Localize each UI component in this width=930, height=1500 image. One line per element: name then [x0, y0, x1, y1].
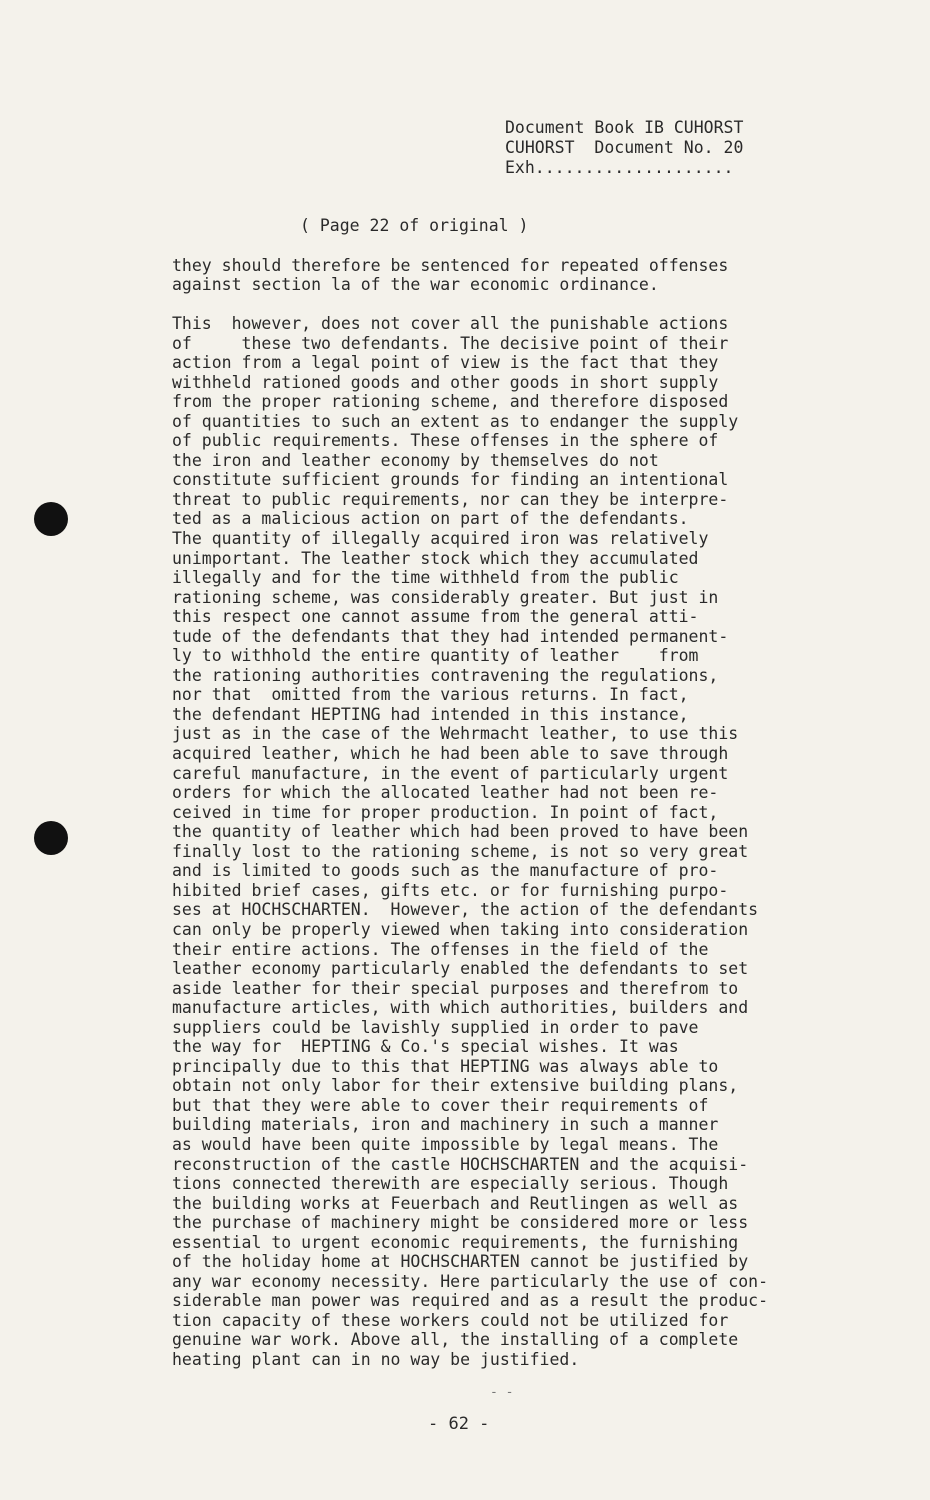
lead-line: against section la of the war economic ordinance. — [172, 275, 659, 294]
text-line: and is limited to goods such as the manufacture of pro- — [172, 861, 719, 881]
text-line: just as in the case of the Wehrmacht leather, to use this — [172, 724, 739, 744]
text-line: illegally and for the time withheld from the public — [172, 568, 679, 588]
text-line: tude of the defendants that they had intended permanent- — [172, 626, 729, 646]
text-line: orders for which the allocated leather had not been re- — [172, 783, 719, 803]
text-line: but that they were able to cover their requirements of — [172, 1095, 709, 1115]
text-line: the purchase of machinery might be considered more or less — [172, 1213, 749, 1233]
text-line: can only be properly viewed when taking into consideration — [172, 919, 749, 939]
text-line: leather economy particularly enabled the defendants to set — [172, 959, 749, 979]
text-line: of public requirements. These offenses in the sphere of — [172, 431, 719, 451]
text-line: hibited brief cases, gifts etc. or for furnishing purpo- — [172, 880, 729, 900]
text-line: genuine war work. Above all, the installing of a complete — [172, 1330, 739, 1350]
text-line: as would have been quite impossible by legal means. The — [172, 1134, 719, 1154]
text-line: their entire actions. The offenses in the field of the — [172, 939, 709, 959]
text-line: ceived in time for proper production. In point of fact, — [172, 802, 719, 822]
text-line: the quantity of leather which had been proved to have been — [172, 822, 749, 842]
text-line: building materials, iron and machinery in such a manner — [172, 1115, 719, 1135]
text-line: principally due to this that HEPTING was always able to — [172, 1056, 719, 1076]
text-line: threat to public requirements, nor can they be interpre- — [172, 489, 729, 509]
text-line: acquired leather, which he had been able to save through — [172, 744, 729, 764]
text-line: This however, does not cover all the punishable actions — [172, 314, 729, 333]
lead-paragraph — [172, 256, 728, 294]
text-line: the building works at Feuerbach and Reutlingen as well as — [172, 1193, 739, 1213]
text-line: unimportant. The leather stock which they accumulated — [172, 548, 699, 568]
header-line-1: Document Book IB CUHORST — [505, 118, 744, 137]
main-paragraph — [172, 314, 768, 1370]
text-line: suppliers could be lavishly supplied in order to pave — [172, 1017, 699, 1037]
text-line: ses at HOCHSCHARTEN. However, the action of the defendants — [172, 900, 759, 920]
text-line: of these two defendants. The decisive point of their — [172, 333, 729, 353]
page-reference: ( Page 22 of original ) — [300, 216, 529, 235]
text-line: ted as a malicious action on part of the defendants. — [172, 509, 689, 529]
text-line: this respect one cannot assume from the general atti- — [172, 607, 699, 627]
text-line: the way for HEPTING & Co.'s special wishes. It was — [172, 1037, 679, 1057]
text-line: rationing scheme, was considerably greater. But just in — [172, 587, 719, 607]
text-line: the defendant HEPTING had intended in this instance, — [172, 704, 689, 724]
header-line-2: CUHORST Document No. 20 — [505, 138, 744, 157]
text-line: careful manufacture, in the event of particularly urgent — [172, 763, 729, 783]
header-line-3: Exh.................... — [505, 158, 734, 177]
punch-hole-top — [34, 502, 68, 536]
text-line: tion capacity of these workers could not be utilized for — [172, 1310, 729, 1330]
text-line: essential to urgent economic requirements, the furnishing — [172, 1232, 739, 1252]
text-line: any war economy necessity. Here particularly the use of con- — [172, 1271, 769, 1291]
text-line: withheld rationed goods and other goods in short supply — [172, 372, 719, 392]
text-line: tions connected therewith are especially serious. Though — [172, 1174, 729, 1194]
text-line: The quantity of illegally acquired iron was relatively — [172, 529, 709, 549]
text-line: manufacture articles, with which authorities, builders and — [172, 998, 749, 1018]
text-line: constitute sufficient grounds for finding an intentional — [172, 470, 729, 490]
text-line: from the proper rationing scheme, and therefore disposed — [172, 392, 729, 412]
text-line: obtain not only labor for their extensive building plans, — [172, 1076, 739, 1096]
text-line: heating plant can in no way be justified. — [172, 1349, 580, 1369]
text-line: nor that omitted from the various returns. In fact, — [172, 685, 689, 705]
text-line: the iron and leather economy by themselves do not — [172, 450, 659, 470]
text-line: of the holiday home at HOCHSCHARTEN cannot be justified by — [172, 1252, 749, 1272]
text-line: the rationing authorities contravening the regulations, — [172, 665, 719, 685]
text-line: of quantities to such an extent as to endanger the supply — [172, 411, 739, 431]
page-number: - 62 - — [428, 1414, 490, 1434]
footer-mark: - - — [490, 1385, 514, 1400]
text-line: siderable man power was required and as a result the produc- — [172, 1291, 769, 1311]
document-header — [505, 118, 743, 178]
punch-hole-bottom — [34, 821, 68, 855]
lead-line: they should therefore be sentenced for repeated offenses — [172, 256, 729, 275]
text-line: aside leather for their special purposes and therefrom to — [172, 978, 739, 998]
text-line: finally lost to the rationing scheme, is not so very great — [172, 841, 749, 861]
text-line: reconstruction of the castle HOCHSCHARTEN and the acquisi- — [172, 1154, 749, 1174]
text-line: ly to withhold the entire quantity of leather from — [172, 646, 699, 666]
text-line: action from a legal point of view is the fact that they — [172, 353, 719, 373]
